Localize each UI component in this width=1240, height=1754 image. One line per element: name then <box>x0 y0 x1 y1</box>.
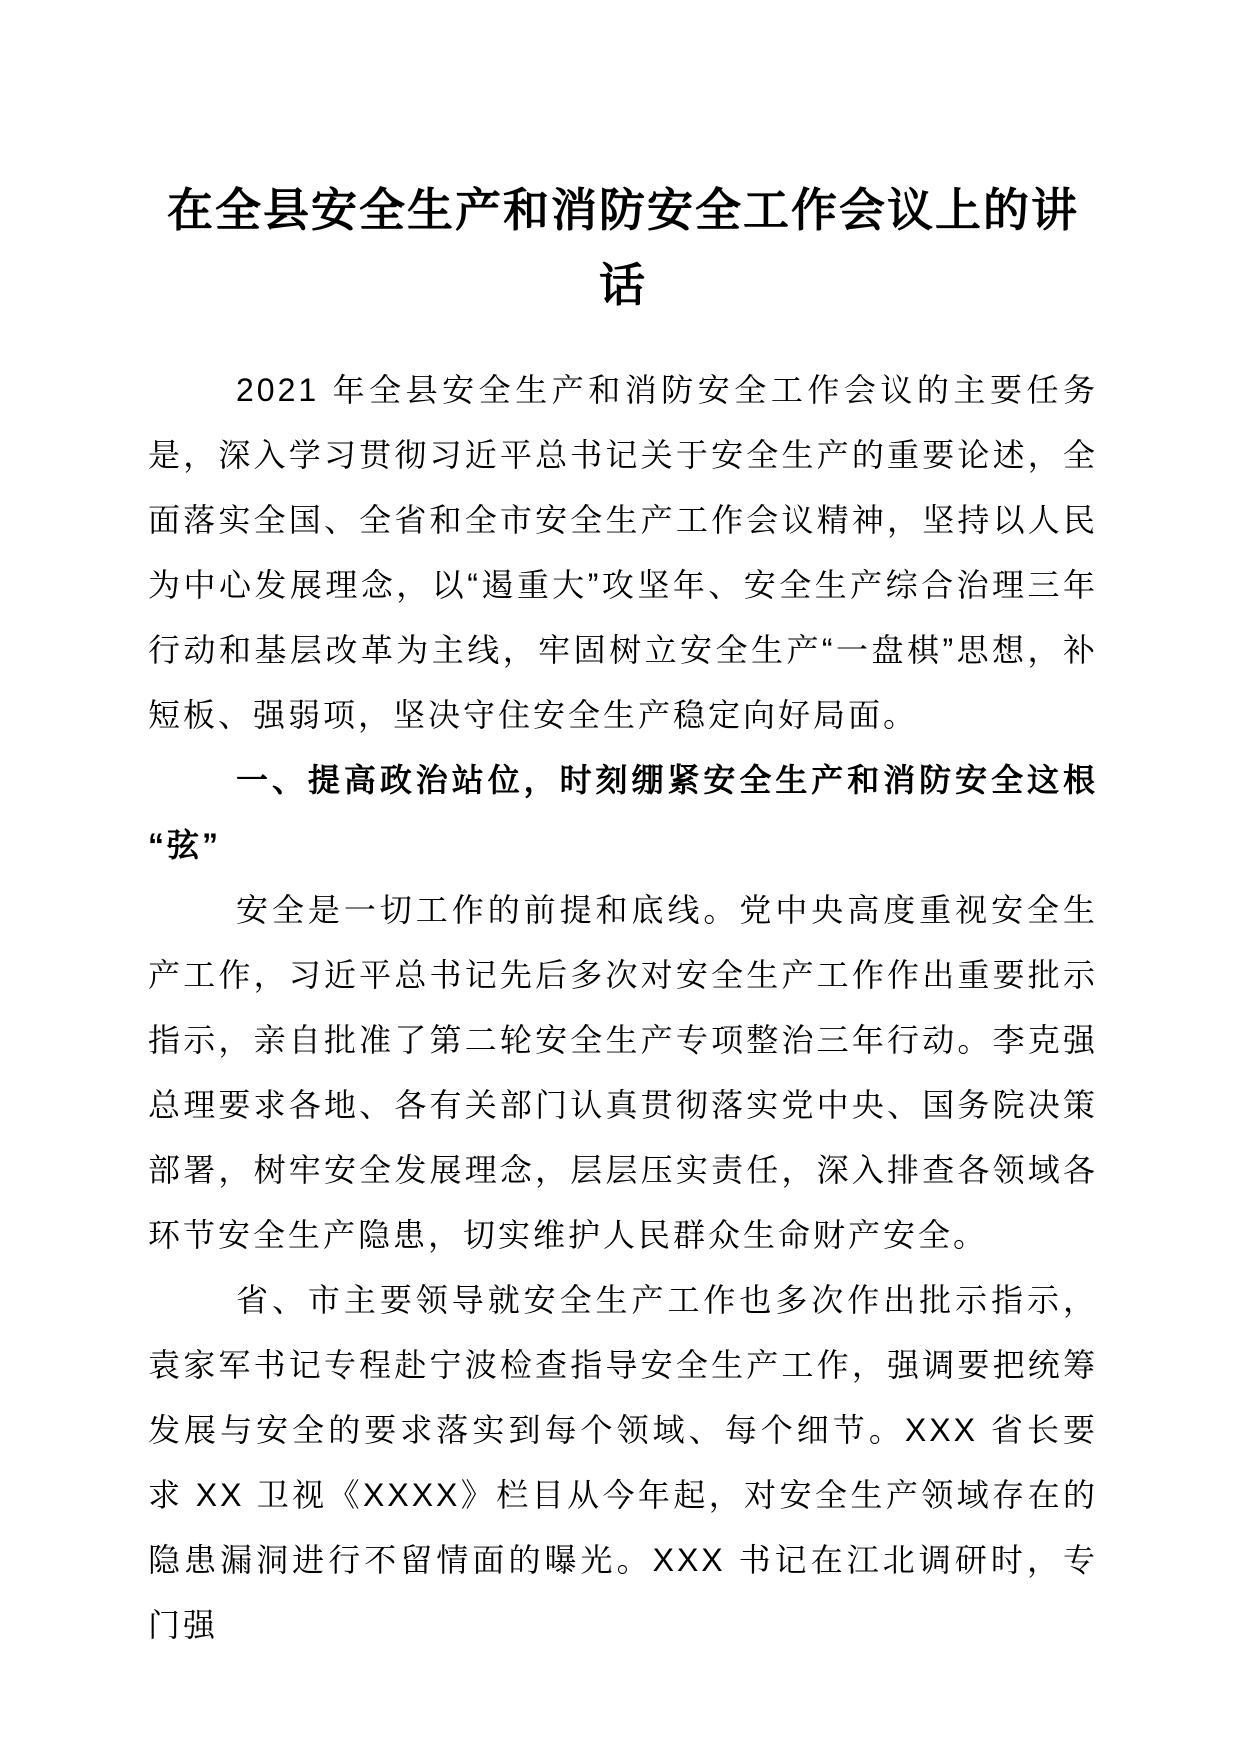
paragraph-central-leadership: 安全是一切工作的前提和底线。党中央高度重视安全生产工作，习近平总书记先后多次对安全生产工作作出重要批示指示，亲自批准了第二轮安全生产专项整治三年行动。李克强总理要求各地、各有关部门认真贯彻落实党中央、国务院决策部署，树牢安全发展理念，层层压实责任，深入排查各领域各环节安全生产隐患，切实维护人民群众生命财产安全。 <box>148 892 1098 1253</box>
paragraph-intro: 2021 年全县安全生产和消防安全工作会议的主要任务是，深入学习贯彻习近平总书记关于安全生产的重要论述，全面落实全国、全省和全市安全生产工作会议精神，坚持以人民为中心发展理念，以“遏重大”攻坚年、安全生产综合治理三年行动和基层改革为主线，牢固树立安全生产“一盘棋”思想，补短板、强弱项，坚决守住安全生产稳定向好局面。 <box>148 372 1098 733</box>
paragraph-provincial-leadership: 省、市主要领导就安全生产工作也多次作出批示指示，袁家军书记专程赴宁波检查指导安全生产工作，强调要把统筹发展与安全的要求落实到每个领域、每个细节。XXX 省长要求 XX 卫视《XXXX》栏目从今年起，对安全生产领域存在的隐患漏洞进行不留情面的曝光。XXX 书记在江北调研时，专门强 <box>148 1282 1098 1643</box>
document-content <box>148 173 1098 1658</box>
doc-title: 在全县安全生产和消防安全工作会议上的讲话 <box>167 184 1079 311</box>
section-heading-1: 一、提高政治站位，时刻绷紧安全生产和消防安全这根“弦” <box>148 762 1098 863</box>
